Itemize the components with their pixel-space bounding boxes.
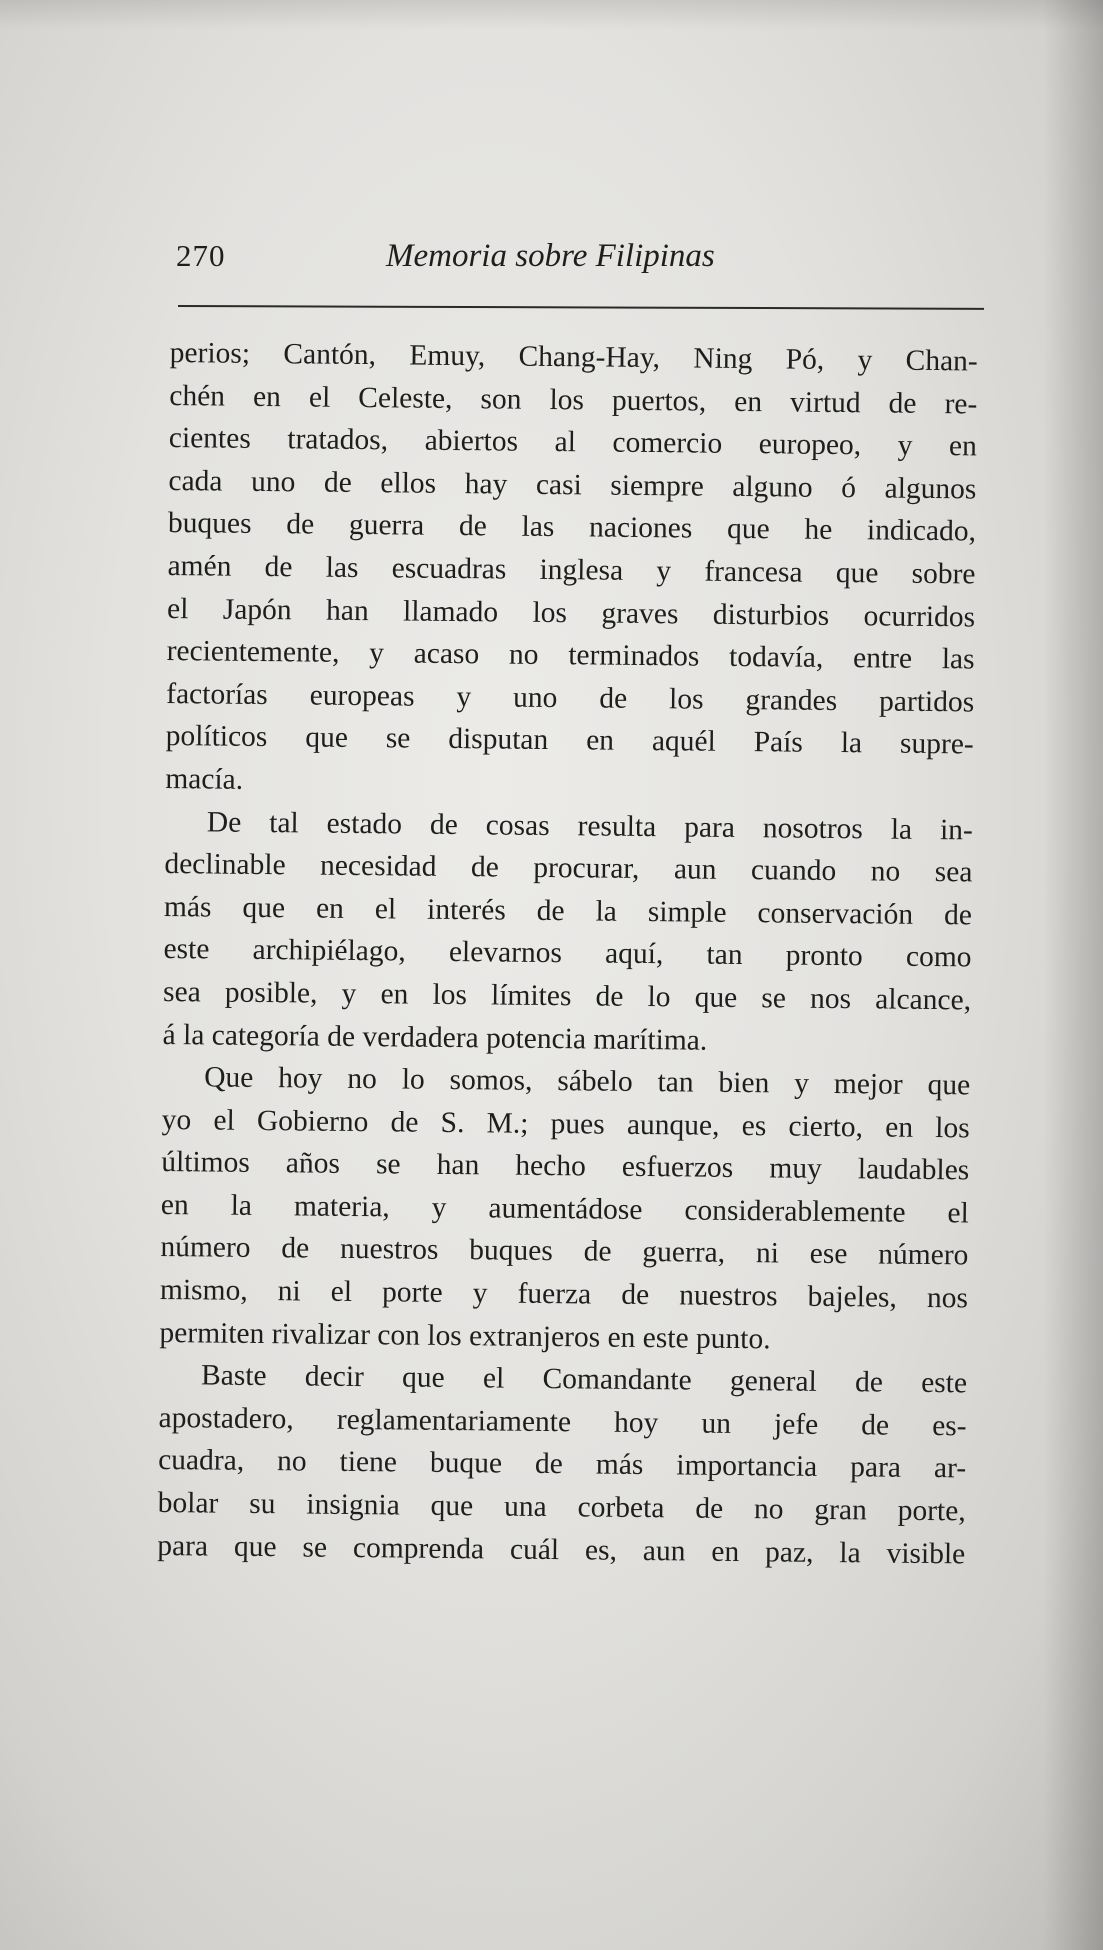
text-line: el Japón han llamado los graves disturbios ocurridos [166,592,976,634]
text-line: macía. [165,762,244,796]
text-line: buques de guerra de las naciones que he indicado, [167,507,977,548]
text-line: apostadero, reglamentariamente hoy un jefe de es- [158,1401,967,1443]
text-line: chén en el Celeste, son los puertos, en virtud de re- [169,379,978,421]
text-line: amén de las escuadras inglesa y francesa que sobre [167,549,976,591]
text-line: sea posible, y en los límites de lo que se nos alcance, [162,975,972,1017]
text-line: De tal estado de cosas resulta para nosotros la in- [206,805,973,846]
text-line: cuadra, no tiene buque de más importancia para ar- [158,1444,967,1485]
text-line: últimos años se han hecho esfuerzos muy laudables [161,1146,970,1187]
header-rule [178,305,984,310]
text-line: Que hoy no lo somos, sábelo tan bien y mejor que [204,1061,971,1102]
text-line: este archipiélago, elevarnos aquí, tan pronto como [163,933,972,974]
text-line: número de nuestros buques de guerra, ni ese número [160,1231,969,1272]
text-line: recientemente, y acaso no terminados todavía, entre las [166,635,975,676]
text-line: más que en el interés de la simple conservación de [163,890,973,932]
text-line: cada uno de ellos hay casi siempre alguno ó algunos [168,464,977,506]
paragraph-3 [159,1056,970,1363]
text-line: políticos que se disputan en aquél País la supre- [165,720,974,761]
body-text [157,332,978,1576]
text-line: en la materia, y aumentádose considerablemente el [160,1188,969,1230]
text-line: factorías europeas y uno de los grandes partidos [166,677,975,719]
text-line: á la categoría de verdadera potencia marítima. [162,1018,708,1057]
page-number: 270 [176,238,226,273]
text-line: perios; Cantón, Emuy, Chang-Hay, Ning Pó, y Chan- [169,336,978,378]
text-line: declinable necesidad de procurar, aun cuando no sea [164,848,973,889]
text-line: permiten rivalizar con los extranjeros en este punto. [159,1316,771,1355]
running-title: Memoria sobre Filipinas [386,238,715,274]
text-line: Baste decir que el Comandante general de este [200,1359,968,1400]
text-line: para que se comprenda cuál es, aun en paz, la visible [157,1529,966,1571]
text-line: cientes tratados, abiertos al comercio europeo, y en [168,422,978,463]
paragraph-2 [162,801,973,1065]
text-line: mismo, ni el porte y fuerza de nuestros bajeles, nos [159,1274,969,1315]
page-header [176,232,984,282]
paragraph-4 [157,1354,967,1575]
paragraph-1 [165,332,978,809]
text-line: yo el Gobierno de S. M.; pues aunque, es cierto, en los [161,1103,970,1145]
text-line: bolar su insignia que una corbeta de no gran porte, [157,1486,966,1528]
